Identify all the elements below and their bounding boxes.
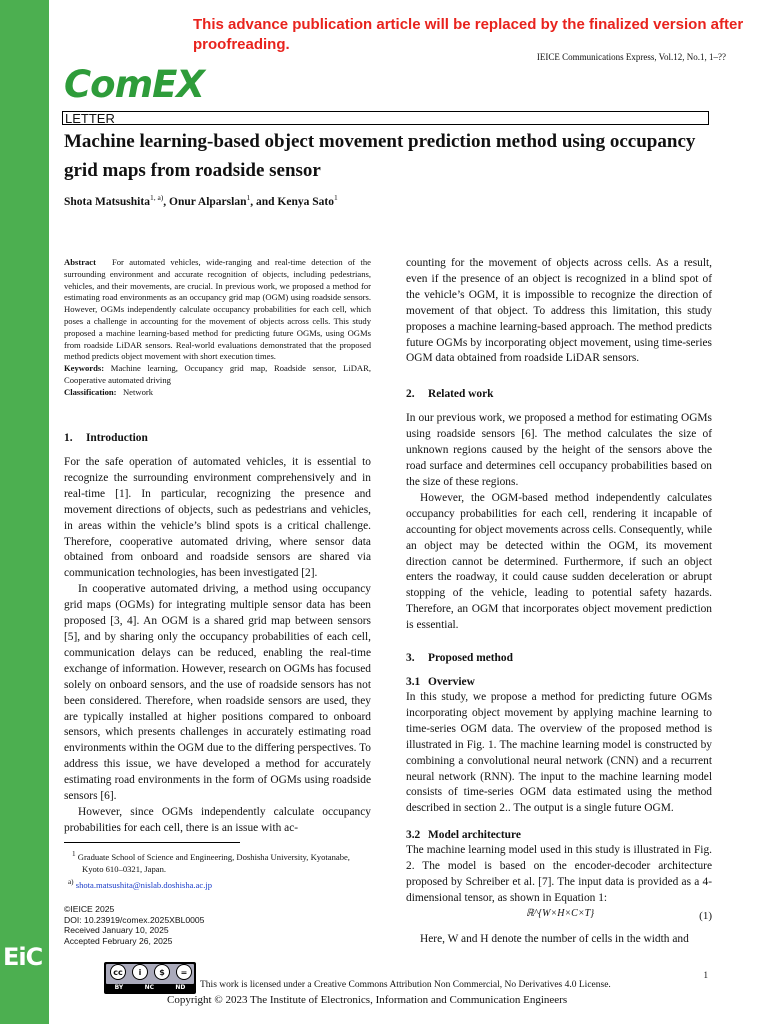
attribution-icon: i	[132, 964, 148, 980]
page-number: 1	[703, 970, 708, 980]
cc-label: NC	[144, 984, 154, 991]
left-column	[64, 430, 371, 837]
accepted-date: Accepted February 26, 2025	[64, 935, 173, 946]
author-name: Shota Matsushita	[64, 195, 150, 208]
received-date: Received January 10, 2025	[64, 925, 169, 935]
affiliation-mark: 1	[333, 193, 338, 202]
abstract	[64, 257, 371, 399]
classification-label: Classification:	[64, 386, 117, 397]
footnote-mark: a)	[68, 877, 74, 886]
article-type-box: LETTER	[62, 111, 709, 125]
article-meta	[64, 904, 204, 946]
equation-number: (1)	[699, 910, 712, 922]
license-text: This work is licensed under a Creative Commons Attribution Non Commercial, No Derivatives 4.0 License.	[200, 980, 611, 990]
section-number: 3.	[406, 652, 415, 665]
paper-title: Machine learning-based object movement prediction method using occupancy grid maps from roadside sensor	[64, 131, 696, 181]
paragraph: Here, W and H denote the number of cells in the width and	[420, 933, 689, 945]
subsection-title: Overview	[428, 676, 475, 689]
paragraph-continued	[406, 932, 712, 948]
section-heading	[64, 430, 371, 446]
cc-icon: cc	[110, 964, 126, 980]
footnote-rule	[64, 842, 240, 843]
subsection-number: 3.2	[406, 829, 421, 842]
classification-text: Network	[122, 386, 154, 397]
author-list	[64, 193, 338, 208]
keywords-label: Keywords:	[64, 363, 105, 374]
comex-logo: ComEX	[64, 63, 204, 106]
abstract-text: For automated vehicles, wide-ranging and real-time detection of the surrounding environment and accurate recognition of objects, including pedestrians, vehicles, and their movements, are crucial. In previous work, we proposed a method for estimating road environments as an occupancy grid map (OGM) using roadside sensors. However, OGMs independently calculate occupancy probabilities for each cell, which poses a challenge in accounting for the movement of objects across cells. This study proposed a machine learning-based method for predicting future OGMs, using OGMs from roadside LiDAR sensors. Real-world evaluations demonstrated that the proposed method predicts object movement with short execution times.	[64, 257, 371, 362]
paragraph: However, the OGM-based method independently calculates occupancy probabilities for each cell, rendering it incapable of accounting for object movements across cells. Consequently, while an object may be detected within the OGM, its movement direction cannot be determined. Furthermore, if such an object enters the roadway, it could cause sudden deceleration or abrupt stopping of the vehicle, leading to potential safety hazards. Therefore, an OGM that incorporates object movement prediction is essential.	[406, 491, 712, 632]
author-name: , Onur Alparslan	[163, 195, 247, 208]
subsection-heading	[406, 827, 712, 843]
author-name: , and Kenya Sato	[250, 195, 334, 208]
green-sidebar	[0, 0, 49, 1024]
section-title: Proposed method	[428, 652, 513, 665]
affiliation-footnote: Graduate School of Science and Engineering, Doshisha University, Kyotanabe, Kyoto 610–0321, Japan.	[77, 851, 350, 875]
abstract-label: Abstract	[64, 257, 96, 267]
right-column	[406, 256, 712, 907]
subsection-title: Model architecture	[428, 829, 521, 842]
cc-label: BY	[114, 984, 124, 991]
noderivatives-icon: =	[176, 964, 192, 980]
copyright: Copyright © 2023 The Institute of Electronics, Information and Communication Engineers	[167, 994, 568, 1006]
cc-license-badge[interactable]	[104, 962, 196, 994]
advance-publication-notice: This advance publication article will be replaced by the finalized version after proofreading.	[193, 16, 744, 53]
footnotes	[64, 848, 371, 891]
affiliation-mark: 1, a)	[149, 193, 164, 202]
subsection-number: 3.1	[406, 676, 421, 689]
paragraph: counting for the movement of objects across cells. As a result, even if the presence of an object is recognized in a blind spot of the vehicle’s OGM, it is impossible to recognize the direction of movement of that object. To address this limitation, this study proposes a machine learning-based approach. The method predicts future OGMs by incorporating object movement, using time-series OGM data obtained from roadside LiDAR sensors.	[406, 257, 712, 365]
section-heading	[406, 650, 712, 666]
section-heading	[406, 386, 712, 402]
section-title: Related work	[428, 388, 494, 401]
eic-logo: EiC	[3, 943, 43, 971]
paragraph: The machine learning model used in this study is illustrated in Fig. 2. The model is based on the encoder-decoder architecture proposed by Schreiber et al. [7]. The input data is provided as a 4-dimensional tensor, as shown in Equation 1:	[406, 844, 712, 904]
doi: DOI: 10.23919/comex.2025XBL0005	[64, 914, 205, 925]
subsection-heading	[406, 674, 712, 690]
equation-formula: ℝ^{W×H×C×T}	[526, 908, 595, 919]
noncommercial-icon: $	[154, 964, 170, 980]
footnote-mark: 1	[72, 850, 76, 858]
affiliation-mark: 1	[246, 193, 251, 202]
cc-label: ND	[175, 984, 186, 991]
keywords-text: Machine learning, Occupancy grid map, Roadside sensor, LiDAR, Cooperative automated driving	[64, 363, 371, 385]
paragraph: In cooperative automated driving, a method using occupancy grid maps (OGMs) for integrating multiple sensor data has been proposed [3, 4]. An OGM is a shared grid map between sensors [5], and by sharing only the occupancy probabilities of each cell, communication delays can be reduced, enabling the real-time exchange of information. However, research on OGMs has focused solely on onboard sensors, and the use of roadside sensors has not been considered. Therefore, when roadside sensors are used, they are typically installed at higher positions compared to onboard sensors, which presents challenges in accurately estimating road environments within the OGM due to the differing perspectives. To address this issue, we have developed a method for accurately estimating road environments in the form of OGMs using roadside sensors [6].	[64, 583, 371, 803]
section-title: Introduction	[86, 432, 148, 444]
ieice-year: ©IEICE 2025	[64, 904, 115, 914]
paragraph: In our previous work, we proposed a method for estimating OGMs using roadside sensors [6]. The method calculates the size of unknown regions caused by the height of the sensors above the road surface and determines cell occupancy probabilities based on the size of these regions.	[406, 412, 712, 488]
section-number: 2.	[406, 388, 415, 401]
paragraph: In this study, we propose a method for predicting future OGMs incorporating object movement by applying machine learning to time-series OGM data. The overview of the proposed method is illustrated in Fig. 1. The machine learning model is constructed by combining a convolutional neural network (CNN) and a recurrent neural network (RNN). The input to the machine learning model consists of time-series OGM data estimated using the method described in section 2.. The output is a single future OGM.	[406, 691, 712, 815]
email-link[interactable]: shota.matsushita@nislab.doshisha.ac.jp	[75, 879, 213, 890]
equation-1	[406, 908, 712, 926]
journal-info: IEICE Communications Express, Vol.12, No.1, 1–??	[536, 52, 726, 62]
section-number: 1.	[64, 432, 73, 444]
paragraph: However, since OGMs independently calculate occupancy probabilities for each cell, there is an issue with ac-	[64, 805, 371, 834]
paragraph: For the safe operation of automated vehicles, it is essential to recognize the surrounding environment comprehensively and in real-time [1]. In particular, recognizing the presence and movement directions of objects, such as pedestrians and vehicles, in areas within the vehicle’s blind spots is a critical challenge. Therefore, cooperative automated driving, where sensor data obtained from onboard and roadside sensors are shared via communication technologies, has been investigated [2].	[64, 456, 371, 580]
